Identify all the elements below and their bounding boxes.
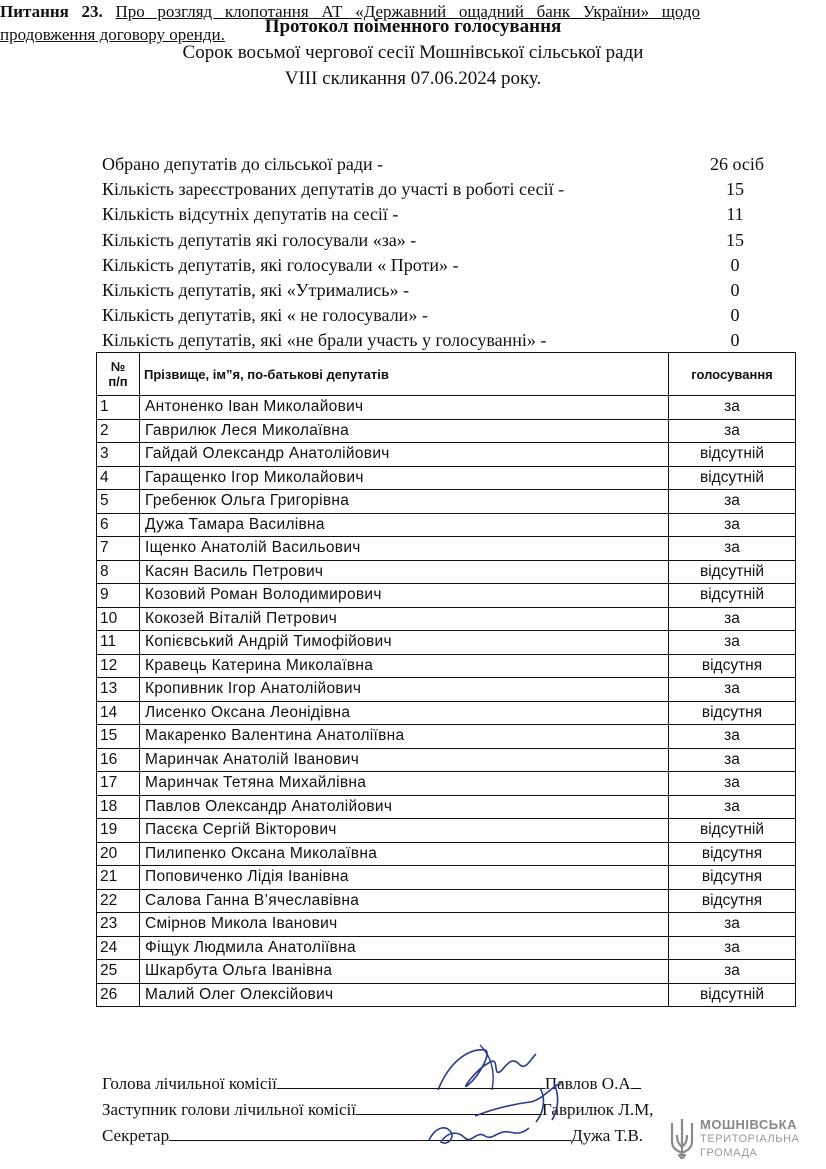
stat-value: 0 (730, 255, 740, 275)
table-header-row (97, 353, 796, 396)
vote-result: за (669, 396, 796, 420)
deputy-name: Маринчак Тетяна Михайлівна (140, 772, 669, 796)
roll-call-table (96, 352, 796, 1007)
deputy-name: Гайдай Олександр Анатолійович (140, 443, 669, 467)
vote-result: за (669, 419, 796, 443)
vote-result: за (669, 631, 796, 655)
vote-result: відсутній (669, 983, 796, 1007)
row-number: 21 (97, 866, 140, 890)
table-row (97, 960, 796, 984)
signature-role: Секретар (102, 1126, 170, 1145)
table-row (97, 889, 796, 913)
stat-label: Кількість депутатів, які « не голосували» - (102, 305, 428, 325)
deputy-name: Малий Олег Олексійович (140, 983, 669, 1007)
table-row (97, 419, 796, 443)
row-number: 1 (97, 396, 140, 420)
table-row (97, 936, 796, 960)
deputy-name: Копієвський Андрій Тимофійович (140, 631, 669, 655)
vote-result: відсутня (669, 701, 796, 725)
deputy-name: Шкарбута Ольга Іванівна (140, 960, 669, 984)
table-row (97, 560, 796, 584)
table-row (97, 983, 796, 1007)
vote-result: за (669, 607, 796, 631)
signature-name: Павлов О.А (544, 1074, 631, 1093)
row-number: 25 (97, 960, 140, 984)
vote-result: за (669, 678, 796, 702)
signature-role: Заступник голови лічильної комісії (102, 1100, 357, 1119)
deputy-name: Козовий Роман Володимирович (140, 584, 669, 608)
stat-value: 0 (730, 280, 740, 300)
deputy-name: Пилипенко Оксана Миколаївна (140, 842, 669, 866)
deputy-name: Касян Василь Петрович (140, 560, 669, 584)
row-number: 22 (97, 889, 140, 913)
row-number: 5 (97, 490, 140, 514)
signature-role: Голова лічильної комісії (102, 1074, 277, 1093)
watermark-line3: ГРОМАДА (700, 1147, 758, 1159)
stat-label: Кількість відсутніх депутатів на сесії - (102, 204, 399, 224)
vote-result: відсутня (669, 889, 796, 913)
deputy-name: Павлов Олександр Анатолійович (140, 795, 669, 819)
vote-result: відсутній (669, 560, 796, 584)
deputy-name: Гаврилюк Леся Миколаївна (140, 419, 669, 443)
document-subtitle-session: VIII скликання 07.06.2024 року. (284, 68, 542, 89)
document-title: Протокол поіменного голосування (264, 16, 562, 37)
deputy-name: Гаращенко Ігор Миколайович (140, 466, 669, 490)
vote-result: за (669, 725, 796, 749)
vote-result: за (669, 772, 796, 796)
deputy-name: Смірнов Микола Іванович (140, 913, 669, 937)
vote-result: відсутня (669, 866, 796, 890)
table-row (97, 866, 796, 890)
vote-result: за (669, 960, 796, 984)
stat-label: Кількість депутатів, які «не брали участь у голосуванні» - (102, 330, 547, 350)
community-watermark-logo (668, 1115, 818, 1165)
deputy-name: Поповиченко Лідія Іванівна (140, 866, 669, 890)
signature-row-secretary (102, 1126, 643, 1146)
stat-value: 15 (726, 179, 744, 199)
row-number: 13 (97, 678, 140, 702)
row-number: 18 (97, 795, 140, 819)
stat-label: Обрано депутатів до сільської ради - (102, 154, 384, 174)
row-number: 23 (97, 913, 140, 937)
row-number: 16 (97, 748, 140, 772)
table-row (97, 537, 796, 561)
row-number: 17 (97, 772, 140, 796)
question-number: Питання 23. (0, 2, 103, 21)
table-row (97, 795, 796, 819)
table-row (97, 631, 796, 655)
row-number: 10 (97, 607, 140, 631)
deputy-name: Макаренко Валентина Анатоліївна (140, 725, 669, 749)
deputy-name: Кравець Катерина Миколаївна (140, 654, 669, 678)
watermark-line2: ТЕРИТОРІАЛЬНА (700, 1133, 800, 1145)
table-row (97, 819, 796, 843)
column-header-name: Прізвище, ім”я, по-батькові депутатів (140, 353, 669, 396)
stat-label: Кількість зареєстрованих депутатів до участі в роботі сесії - (102, 179, 565, 199)
row-number: 8 (97, 560, 140, 584)
signature-line (631, 1074, 641, 1089)
table-body (97, 396, 796, 1007)
table-row (97, 748, 796, 772)
deputy-name: Лисенко Оксана Леонідівна (140, 701, 669, 725)
vote-result: відсутній (669, 466, 796, 490)
signature-name: Дужа Т.В. (571, 1126, 644, 1145)
deputy-name: Гребенюк Ольга Григорівна (140, 490, 669, 514)
vote-result: відсутній (669, 443, 796, 467)
table-row (97, 584, 796, 608)
row-number: 24 (97, 936, 140, 960)
vote-result: відсутній (669, 584, 796, 608)
document-subtitle: Сорок восьмої чергової сесії Мошнівської сільської ради (182, 42, 644, 63)
table-row (97, 466, 796, 490)
stat-value: 0 (730, 330, 740, 350)
table-row (97, 678, 796, 702)
table-row (97, 443, 796, 467)
table-row (97, 607, 796, 631)
deputy-name: Іщенко Анатолій Васильович (140, 537, 669, 561)
table-row (97, 654, 796, 678)
vote-result: за (669, 748, 796, 772)
row-number: 26 (97, 983, 140, 1007)
trident-icon (668, 1117, 696, 1159)
stat-label: Кількість депутатів, які «Утримались» - (102, 280, 409, 300)
row-number: 7 (97, 537, 140, 561)
row-number: 4 (97, 466, 140, 490)
deputy-name: Салова Ганна В’ячеславівна (140, 889, 669, 913)
row-number: 12 (97, 654, 140, 678)
question-text: Про розгляд клопотання АТ «Державний ощадний банк України» щодо продовження договору оренди. (0, 2, 701, 44)
vote-result: за (669, 913, 796, 937)
row-number: 19 (97, 819, 140, 843)
vote-result: відсутній (669, 819, 796, 843)
row-number: 9 (97, 584, 140, 608)
handwritten-signature-secretary (425, 1110, 535, 1155)
table-row (97, 490, 796, 514)
stat-label: Кількість депутатів, які голосували « Проти» - (102, 255, 459, 275)
deputy-name: Фіщук Людмила Анатоліївна (140, 936, 669, 960)
row-number: 15 (97, 725, 140, 749)
table-row (97, 772, 796, 796)
vote-result: за (669, 537, 796, 561)
row-number: 3 (97, 443, 140, 467)
vote-result: за (669, 513, 796, 537)
stat-value: 0 (730, 305, 740, 325)
deputy-name: Маринчак Анатолій Іванович (140, 748, 669, 772)
table-row (97, 913, 796, 937)
deputy-name: Дужа Тамара Василівна (140, 513, 669, 537)
deputy-name: Пасєка Сергій Вікторович (140, 819, 669, 843)
watermark-line1: МОШНІВСЬКА (700, 1117, 797, 1132)
deputy-name: Кропивник Ігор Анатолійович (140, 678, 669, 702)
column-header-vote: голосування (669, 353, 796, 396)
deputy-name: Кокозей Віталій Петрович (140, 607, 669, 631)
stat-label: Кількість депутатів які голосували «за» - (102, 230, 417, 250)
column-header-number (97, 353, 140, 396)
deputy-name: Антоненко Іван Миколайович (140, 396, 669, 420)
table-row (97, 701, 796, 725)
column-header-number-line1: № (110, 359, 126, 374)
column-header-number-line2: п/п (108, 374, 128, 389)
row-number: 14 (97, 701, 140, 725)
stat-value: 11 (726, 204, 744, 224)
vote-result: за (669, 936, 796, 960)
signature-name: Гаврилюк Л.М, (542, 1100, 654, 1119)
row-number: 6 (97, 513, 140, 537)
row-number: 20 (97, 842, 140, 866)
row-number: 2 (97, 419, 140, 443)
vote-result: відсутня (669, 654, 796, 678)
table-row (97, 842, 796, 866)
table-row (97, 513, 796, 537)
vote-result: за (669, 795, 796, 819)
stat-value: 26 осіб (709, 154, 765, 174)
row-number: 11 (97, 631, 140, 655)
table-row (97, 725, 796, 749)
table-row (97, 396, 796, 420)
vote-result: відсутня (669, 842, 796, 866)
stat-value: 15 (726, 230, 744, 250)
vote-result: за (669, 490, 796, 514)
